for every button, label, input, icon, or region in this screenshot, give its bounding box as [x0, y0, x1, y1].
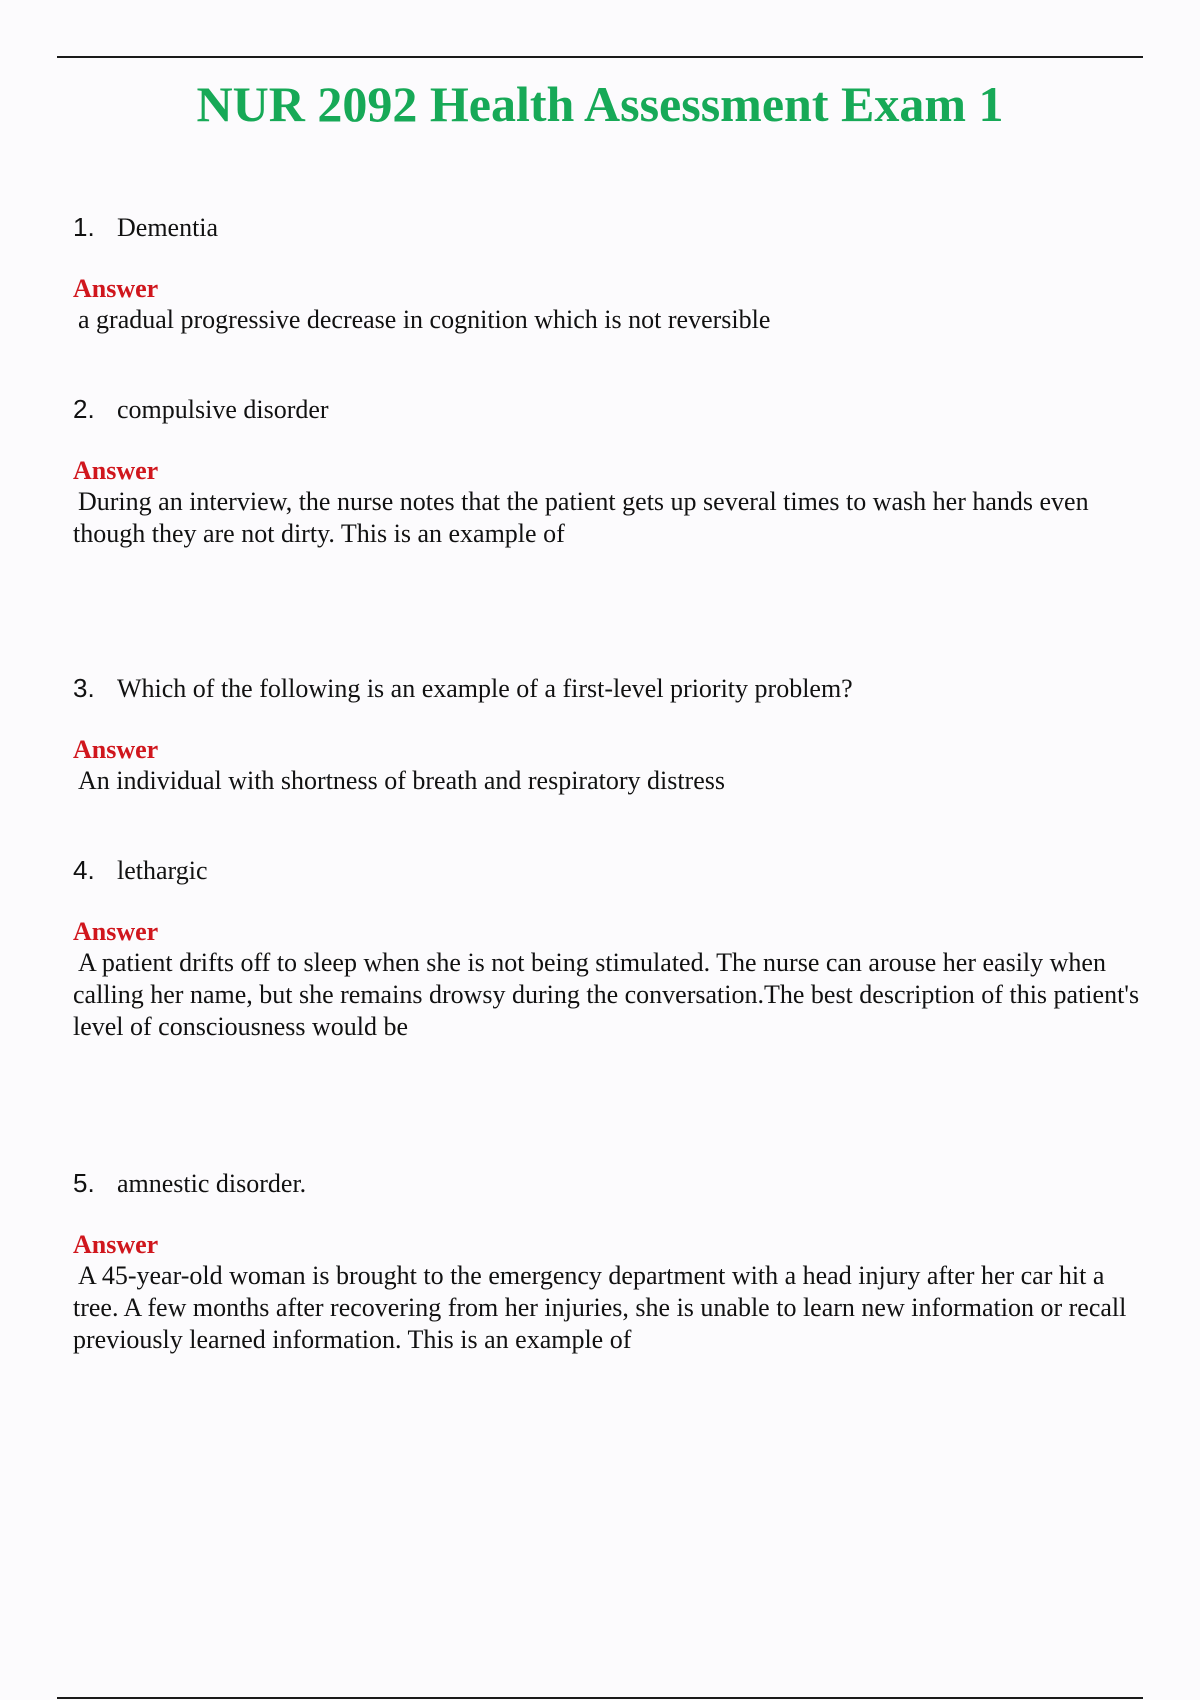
- answer-text: A 45-year-old woman is brought to the emergency department with a head injury after her car hit a tree. A few months after recovering from her injuries, she is unable to learn new information or recall previously learned information. This is an example of: [73, 1261, 1127, 1354]
- question-number: 1.: [73, 212, 95, 242]
- question-number: 2.: [73, 394, 95, 424]
- question-heading: [73, 392, 1153, 427]
- top-rule: [57, 56, 1143, 58]
- answer-text: During an interview, the nurse notes that the patient gets up several times to wash her hands even though they are not dirty. This is an example of: [73, 487, 1089, 548]
- question-item: [73, 1166, 1153, 1356]
- question-item: [73, 671, 1153, 797]
- question-number: 4.: [73, 855, 95, 885]
- question-item: [73, 853, 1153, 1043]
- answer-label: Answer: [73, 1230, 159, 1259]
- question-term: Dementia: [117, 213, 219, 242]
- question-heading: [73, 671, 1153, 706]
- answer-label: Answer: [73, 274, 159, 303]
- question-heading: [73, 1166, 1153, 1201]
- question-number: 3.: [73, 673, 95, 703]
- question-term: amnestic disorder.: [117, 1169, 307, 1198]
- bottom-rule: [57, 1697, 1143, 1699]
- answer-label: Answer: [73, 735, 159, 764]
- answer-label: Answer: [73, 456, 159, 485]
- question-term: lethargic: [117, 856, 208, 885]
- question-term: compulsive disorder: [117, 395, 329, 424]
- question-item: [73, 392, 1153, 550]
- question-heading: [73, 853, 1153, 888]
- answer-label: Answer: [73, 917, 159, 946]
- page-title: NUR 2092 Health Assessment Exam 1: [196, 76, 1004, 132]
- answer-text: An individual with shortness of breath and respiratory distress: [78, 766, 725, 795]
- answer-text: a gradual progressive decrease in cognition which is not reversible: [78, 305, 771, 334]
- question-heading: [73, 210, 1153, 245]
- answer-text: A patient drifts off to sleep when she is not being stimulated. The nurse can arouse her easily when calling her name, but she remains drowsy during the conversation.The best description of this patient's level of consciousness would be: [73, 948, 1140, 1041]
- question-term: Which of the following is an example of a first-level priority problem?: [117, 674, 853, 703]
- question-item: [73, 210, 1153, 336]
- question-number: 5.: [73, 1168, 95, 1198]
